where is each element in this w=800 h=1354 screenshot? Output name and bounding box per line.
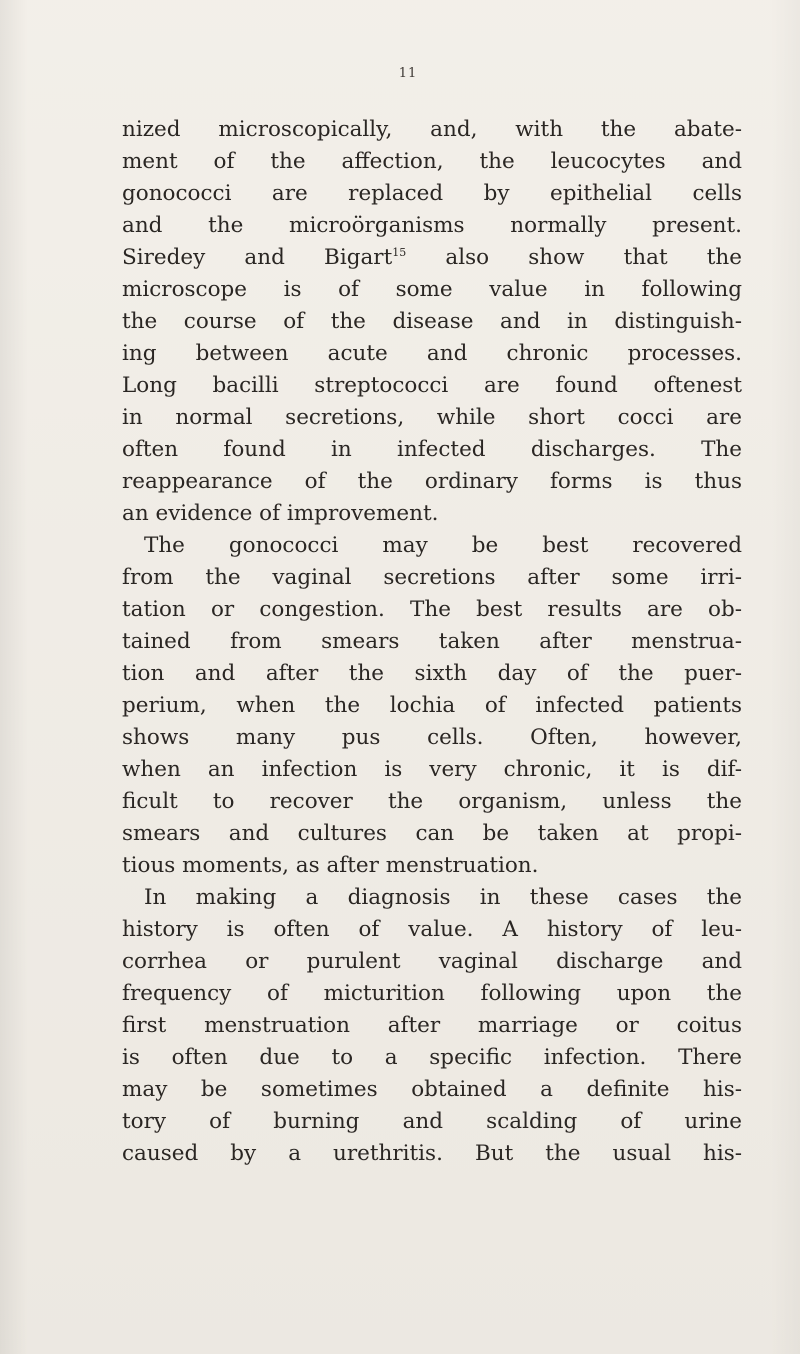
text-line: tion and after the sixth day of the puer- (122, 661, 742, 686)
text-line: ficult to recover the organism, unless the (122, 789, 742, 814)
text-line: when an infection is very chronic, it is dif- (122, 757, 742, 782)
text-segment: Siredey and Bigart (122, 245, 393, 270)
text-line: perium, when the lochia of infected patients (122, 693, 742, 718)
text-line: and the microörganisms normally present. (122, 213, 742, 238)
text-line: The gonococci may be best recovered (144, 533, 742, 558)
text-line: microscope is of some value in following (122, 277, 742, 302)
text-line: caused by a urethritis. But the usual his- (122, 1141, 742, 1166)
text-line: reappearance of the ordinary forms is thus (122, 469, 742, 494)
text-line: tation or congestion. The best results are ob- (122, 597, 742, 622)
text-line: the course of the disease and in distinguish- (122, 309, 742, 334)
text-line: often found in infected discharges. The (122, 437, 742, 462)
footnote-reference: 15 (392, 246, 407, 259)
text-line: an evidence of improvement. (122, 501, 439, 526)
text-line: Long bacilli streptococci are found oftenest (122, 373, 742, 398)
text-line: is often due to a specific infection. There (122, 1045, 742, 1070)
text-line: tious moments, as after menstruation. (122, 853, 539, 878)
text-line: nized microscopically, and, with the abate- (122, 117, 742, 142)
body-text (122, 114, 742, 1170)
text-line: tory of burning and scalding of urine (122, 1109, 742, 1134)
text-segment: also show that the (406, 245, 742, 270)
text-line: corrhea or purulent vaginal discharge and (122, 949, 742, 974)
text-line: In making a diagnosis in these cases the (144, 885, 742, 910)
text-line: ing between acute and chronic processes. (122, 341, 742, 366)
page-number: 11 (398, 66, 418, 81)
text-line: smears and cultures can be taken at propi- (122, 821, 742, 846)
text-line: may be sometimes obtained a definite his- (122, 1077, 742, 1102)
text-line: ment of the affection, the leucocytes and (122, 149, 742, 174)
text-line: from the vaginal secretions after some irri- (122, 565, 742, 590)
text-line: frequency of micturition following upon the (122, 981, 742, 1006)
text-line: shows many pus cells. Often, however, (122, 725, 742, 750)
text-line (122, 242, 742, 274)
text-line: first menstruation after marriage or coitus (122, 1013, 742, 1038)
text-line: in normal secretions, while short cocci are (122, 405, 742, 430)
text-line: history is often of value. A history of leu- (122, 917, 742, 942)
text-line: gonococci are replaced by epithelial cells (122, 181, 742, 206)
text-line: tained from smears taken after menstrua- (122, 629, 742, 654)
